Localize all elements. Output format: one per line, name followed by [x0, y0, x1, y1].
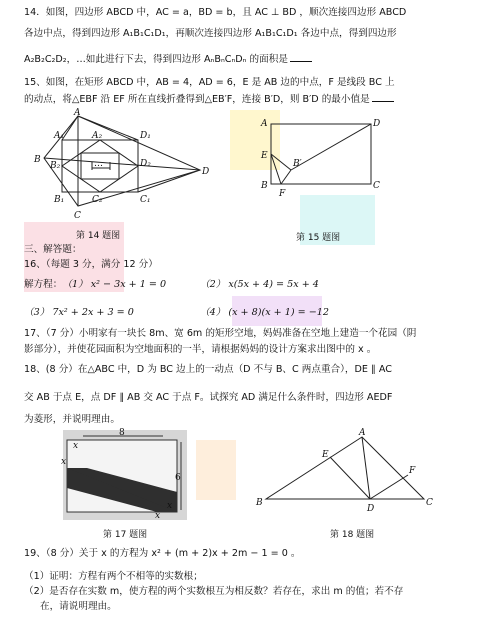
q14-line1: 14．如图，四边形 ABCD 中，AC = a，BD = b，且 AC ⊥ BD ，顺次连接四边形 ABCD	[24, 7, 407, 18]
label-A2: A₂	[92, 131, 103, 141]
figure-18-triangle	[256, 428, 433, 514]
label-B: B	[34, 155, 41, 165]
caption-fig17: 第 17 题图	[103, 530, 148, 540]
q18-line1: 18、(8 分）在△ABC 中，D 为 BC 边上的一动点（D 不与 B、C 两点重合），DE ∥ AC	[24, 364, 392, 375]
label-C: C	[426, 498, 433, 508]
answer-blank	[372, 92, 394, 102]
label-Bprime: B′	[293, 159, 302, 169]
q16-eq4: （4） (x + 8)(x + 1) = −12	[200, 307, 330, 318]
answer-blank	[290, 52, 312, 62]
q15-line2: 的动点，将△EBF 沿 EF 所在直线折叠得到△EB′F，连接 B′D，则 B′D 的最小值是	[24, 92, 394, 106]
caption-fig14: 第 14 题图	[76, 231, 121, 241]
q16-eq1: 解方程：（1） x² − 3x + 1 = 0	[24, 279, 167, 290]
label-length: 8	[119, 428, 125, 438]
figure-17-garden	[63, 430, 187, 520]
caption-fig15: 第 15 题图	[296, 233, 341, 243]
label-x-top: x	[73, 441, 79, 451]
figure-15-rectangle-fold	[261, 119, 381, 199]
label-D2: D₂	[140, 159, 151, 169]
label-C: C	[373, 181, 380, 191]
q19-part1: （1）证明：方程有两个不相等的实数根；	[24, 571, 203, 582]
label-E: E	[261, 151, 268, 161]
label-x-right: x	[167, 501, 173, 511]
q16-title: 16、（每题 3 分，满分 12 分）	[24, 259, 158, 270]
label-A: A	[261, 119, 268, 129]
label-dots: …	[94, 159, 103, 169]
label-D: D	[373, 119, 381, 129]
label-C: C	[74, 211, 81, 221]
q19-title: 19、（8 分）关于 x 的方程为 x² + (m + 2)x + 2m − 1 = 0 。	[24, 548, 301, 559]
label-C1: C₁	[140, 195, 151, 205]
label-D: D	[202, 167, 210, 177]
label-A: A	[74, 108, 81, 118]
highlight-orange	[196, 440, 236, 500]
label-D: D	[367, 504, 375, 514]
label-width: 6	[175, 473, 181, 483]
label-x-left: x	[61, 457, 67, 467]
label-A1: A₁	[54, 131, 65, 141]
q14-line2: 各边中点，得到四边形 A₁B₁C₁D₁，再顺次连接四边形 A₁B₁C₁D₁ 各边中点，得到四边形	[24, 28, 397, 39]
label-B1: B₁	[54, 195, 65, 205]
caption-fig18: 第 18 题图	[330, 530, 375, 540]
label-x-bottom: x	[155, 511, 161, 521]
label-D1: D₁	[140, 131, 151, 141]
label-F: F	[409, 466, 416, 476]
section-heading: 三、解答题：	[24, 244, 82, 255]
label-C2: C₂	[92, 195, 103, 205]
q19-part2: （2）是否存在实数 m，使方程的两个实数根互为相反数？若存在，求出 m 的值；若不存	[24, 586, 404, 597]
q17-line2: 影部分），并使花园面积为空地面积的一半，请根据妈妈的设计方案求出图中的 x 。	[24, 344, 377, 355]
label-B2: B₂	[50, 161, 61, 171]
label-F: F	[279, 189, 286, 199]
q16-eq3: （3） 7x² + 2x + 3 = 0	[24, 307, 134, 318]
q18-line2: 交 AB 于点 E，点 DF ∥ AB 交 AC 于点 F。试探究 AD 满足什么条件时，四边形 AEDF	[24, 392, 393, 403]
q17-line1: 17、（7 分）小明家有一块长 8m、宽 6m 的矩形空地，妈妈准备在空地上建造一个花园（阴	[24, 328, 417, 339]
q14-line3: A₂B₂C₂D₂，…如此进行下去，得到四边形 AₙBₙCₙDₙ 的面积是	[24, 52, 312, 66]
label-A: A	[359, 428, 366, 438]
figure-14-nested-quadrilaterals	[34, 108, 210, 222]
label-B: B	[261, 181, 268, 191]
label-B: B	[256, 498, 263, 508]
q15-line1: 15、如图，在矩形 ABCD 中，AB = 4，AD = 6，E 是 AB 边的中点，F 是线段 BC 上	[24, 77, 395, 88]
label-E: E	[322, 450, 329, 460]
q18-line3: 为菱形，并说明理由。	[24, 414, 120, 425]
q19-part2-cont: 在，请说明理由。	[40, 601, 117, 612]
q16-eq2: （2） x(5x + 4) = 5x + 4	[200, 279, 319, 290]
